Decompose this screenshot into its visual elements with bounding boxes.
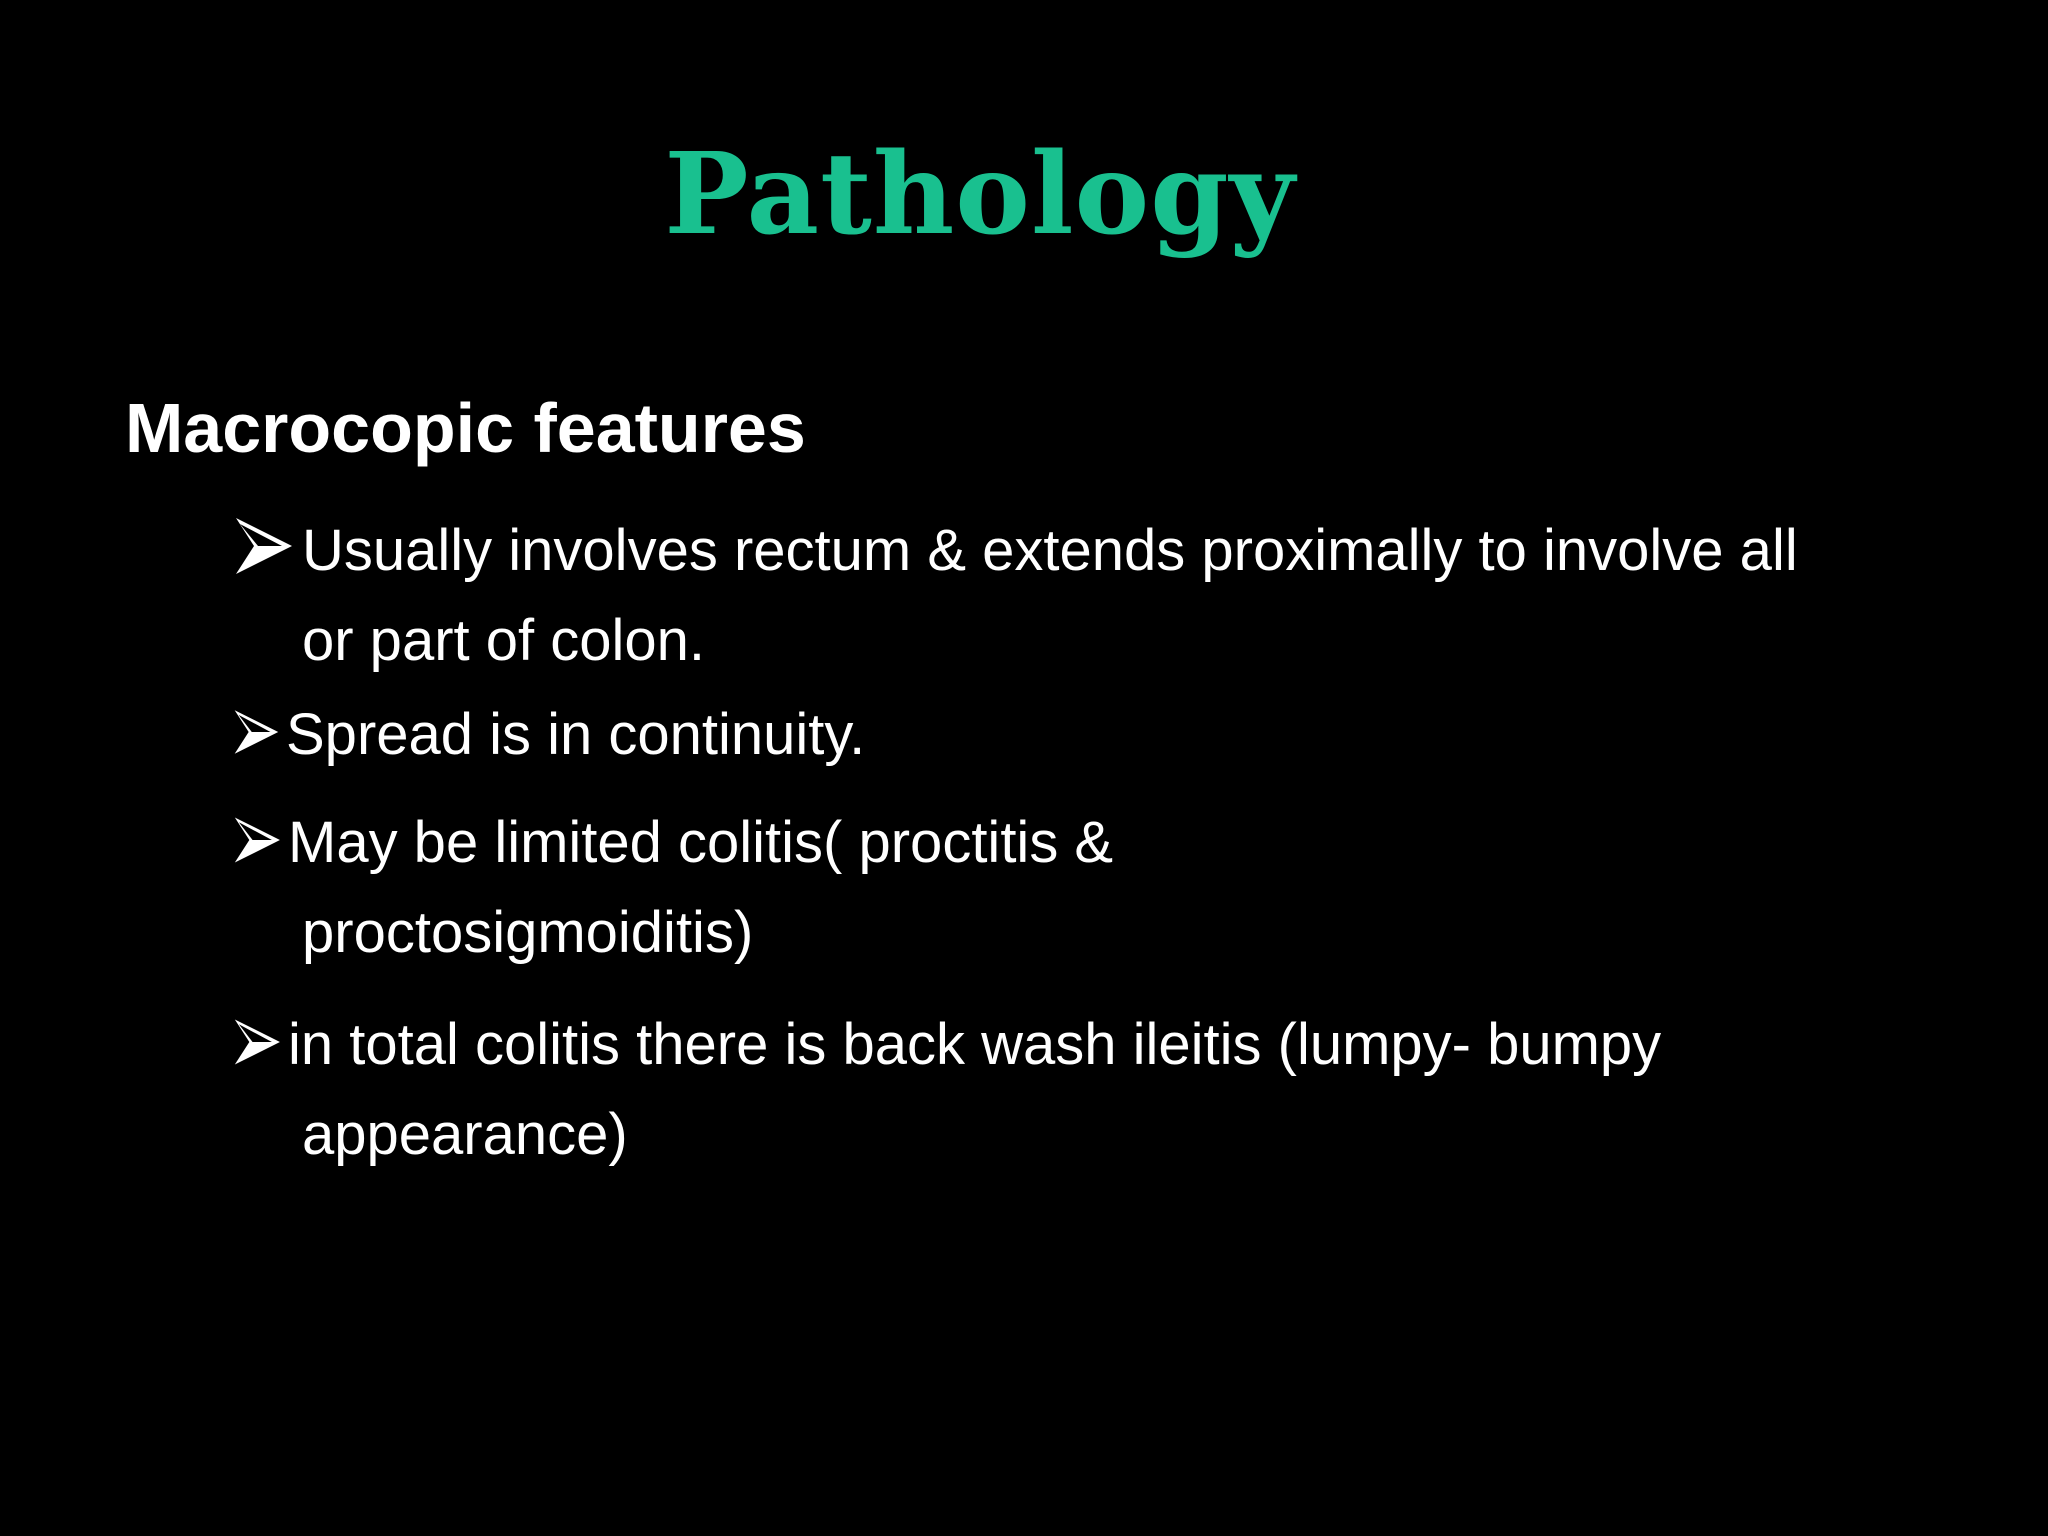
slide-title: Pathology bbox=[664, 129, 1296, 260]
bullet-item bbox=[230, 506, 1930, 686]
bullet-text-continuation: appearance) bbox=[302, 1102, 628, 1167]
bullet-item bbox=[230, 1000, 1930, 1180]
arrow-bullet-icon bbox=[230, 512, 302, 584]
arrow-bullet-icon bbox=[230, 696, 286, 768]
bullet-text: Spread is in continuity. bbox=[286, 702, 866, 767]
section-heading: Macrocopic features bbox=[125, 389, 806, 467]
bullet-text-continuation: proctosigmoiditis) bbox=[302, 900, 754, 965]
bullet-item bbox=[230, 690, 1930, 780]
bullet-text: Usually involves rectum & extends proximally to involve all bbox=[302, 518, 1798, 583]
arrow-bullet-icon bbox=[230, 1006, 288, 1078]
bullet-text-continuation: or part of colon. bbox=[302, 608, 705, 673]
bullet-text: in total colitis there is back wash ileitis (lumpy- bumpy bbox=[288, 1012, 1662, 1077]
arrow-bullet-icon bbox=[230, 804, 288, 876]
bullet-item bbox=[230, 798, 1930, 978]
bullet-text: May be limited colitis( proctitis & bbox=[288, 810, 1114, 875]
